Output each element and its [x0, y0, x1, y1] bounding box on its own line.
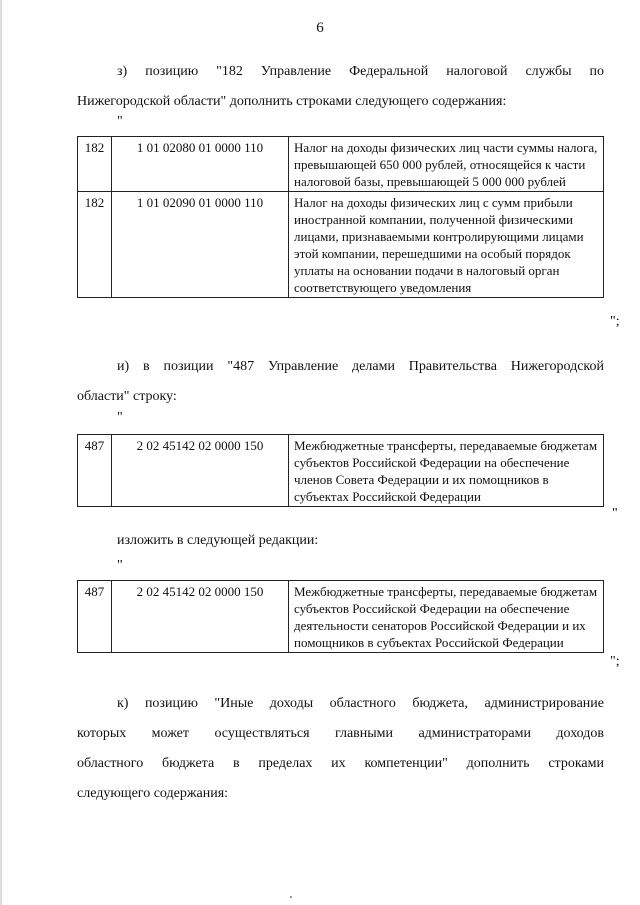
revenue-name-cell: Налог на доходы физических лиц с сумм прибыли иностранной компании, полученной физическими лицами, признаваемыми контролирующими лицами этой компании, перешедшими на особый порядок уплаты на основании подачи в налоговый орган соответствующего уведомления	[289, 192, 604, 298]
kbk-table-i-new	[77, 580, 604, 653]
revenue-name-cell: Межбюджетные трансферты, передаваемые бюджетам субъектов Российской Федерации на обеспечение членов Совета Федерации и их помощников в субъектах Российской Федерации	[289, 435, 604, 507]
paragraph-line: области" строку:	[77, 389, 177, 404]
revenue-name-cell: Межбюджетные трансферты, передаваемые бюджетам субъектов Российской Федерации на обеспечение деятельности сенаторов Российской Федерации и их помощников в субъектах Российской Федерации	[289, 581, 604, 653]
table-row	[78, 581, 604, 653]
close-quote: ";	[610, 654, 620, 669]
open-quote: "	[117, 558, 123, 573]
page-edge	[0, 0, 2, 905]
paragraph-line: к) позицию "Иные доходы областного бюджета, администрирование	[117, 696, 604, 711]
paragraph-line: Нижегородской области" дополнить строками следующего содержания:	[77, 94, 507, 109]
kbk-code-cell: 2 02 45142 02 0000 150	[112, 435, 289, 507]
page-number: 6	[316, 20, 324, 36]
close-quote: "	[612, 506, 618, 521]
paragraph-z	[77, 57, 604, 117]
admin-code-cell: 182	[78, 192, 112, 298]
kbk-code-cell: 1 01 02090 01 0000 110	[112, 192, 289, 298]
replace-label: изложить в следующей редакции:	[117, 533, 319, 548]
kbk-table-i-old	[77, 434, 604, 507]
scan-speck	[290, 896, 292, 898]
open-quote: "	[117, 114, 123, 129]
paragraph-i	[77, 352, 604, 412]
paragraph-k	[77, 689, 604, 809]
table-row	[78, 435, 604, 507]
admin-code-cell: 182	[78, 137, 112, 192]
table-row	[78, 137, 604, 192]
open-quote: "	[117, 410, 123, 425]
paragraph-line: областного бюджета в пределах их компетенции" дополнить строками	[77, 756, 604, 771]
paragraph-line: которых может осуществляться главными администраторами доходов	[77, 726, 604, 741]
paragraph-line: следующего содержания:	[77, 786, 229, 801]
admin-code-cell: 487	[78, 435, 112, 507]
kbk-table-z	[77, 136, 604, 298]
admin-code-cell: 487	[78, 581, 112, 653]
kbk-code-cell: 2 02 45142 02 0000 150	[112, 581, 289, 653]
table-row	[78, 192, 604, 298]
revenue-name-cell: Налог на доходы физических лиц части суммы налога, превышающей 650 000 рублей, относящейся к части налоговой базы, превышающей 5 000 000 рублей	[289, 137, 604, 192]
paragraph-line: и) в позиции "487 Управление делами Правительства Нижегородской	[117, 359, 604, 374]
close-quote: ";	[610, 314, 620, 329]
paragraph-line: з) позицию "182 Управление Федеральной налоговой службы по	[117, 64, 604, 79]
kbk-code-cell: 1 01 02080 01 0000 110	[112, 137, 289, 192]
